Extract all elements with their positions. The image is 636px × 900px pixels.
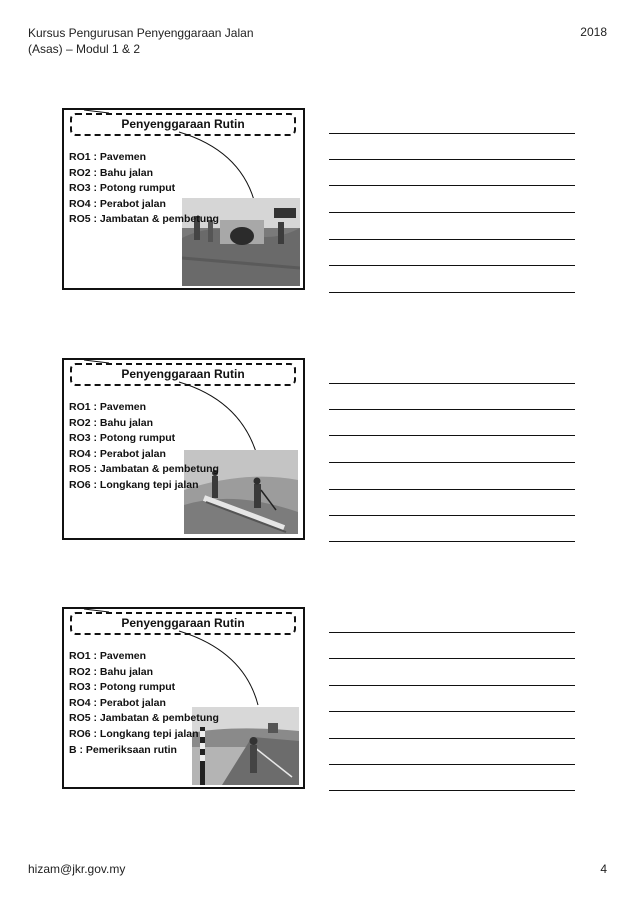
list-item: RO3 : Potong rumput bbox=[69, 681, 176, 694]
slide-item-list bbox=[69, 400, 219, 494]
header-title-line-1: Kursus Pengurusan Penyenggaraan Jalan bbox=[28, 26, 254, 40]
list-item: RO3 : Potong rumput bbox=[69, 432, 176, 445]
header-title-line-2: (Asas) – Modul 1 & 2 bbox=[28, 42, 141, 56]
slide-thumbnail-3 bbox=[62, 607, 305, 789]
document-header-title bbox=[28, 25, 254, 57]
list-item: RO2 : Bahu jalan bbox=[69, 166, 154, 179]
slide-item-list bbox=[69, 150, 219, 228]
slide-title: Penyenggaraan Rutin bbox=[70, 363, 296, 386]
page-number: 4 bbox=[600, 862, 607, 876]
list-item: RO6 : Longkang tepi jalan bbox=[69, 478, 199, 491]
slide-thumbnail-2 bbox=[62, 358, 305, 540]
slide-title: Penyenggaraan Rutin bbox=[70, 113, 296, 136]
list-item: RO1 : Pavemen bbox=[69, 151, 147, 163]
footer-email: hizam@jkr.gov.my bbox=[28, 862, 126, 876]
slide-title: Penyenggaraan Rutin bbox=[70, 612, 296, 635]
header-year: 2018 bbox=[580, 25, 607, 39]
list-item: RO5 : Jambatan & pembetung bbox=[69, 463, 219, 476]
list-item: RO4 : Perabot jalan bbox=[69, 696, 166, 709]
list-item: RO2 : Bahu jalan bbox=[69, 416, 154, 429]
list-item: RO3 : Potong rumput bbox=[69, 182, 176, 195]
list-item: RO1 : Pavemen bbox=[69, 401, 147, 413]
list-item: RO4 : Perabot jalan bbox=[69, 447, 166, 460]
list-item: B : Pemeriksaan rutin bbox=[69, 743, 177, 756]
list-item: RO5 : Jambatan & pembetung bbox=[69, 712, 219, 725]
list-item: RO1 : Pavemen bbox=[69, 650, 147, 662]
slide-item-list bbox=[69, 649, 219, 758]
list-item: RO2 : Bahu jalan bbox=[69, 665, 154, 678]
list-item: RO5 : Jambatan & pembetung bbox=[69, 213, 219, 226]
list-item: RO6 : Longkang tepi jalan bbox=[69, 727, 199, 740]
list-item: RO4 : Perabot jalan bbox=[69, 197, 166, 210]
slide-thumbnail-1 bbox=[62, 108, 305, 290]
